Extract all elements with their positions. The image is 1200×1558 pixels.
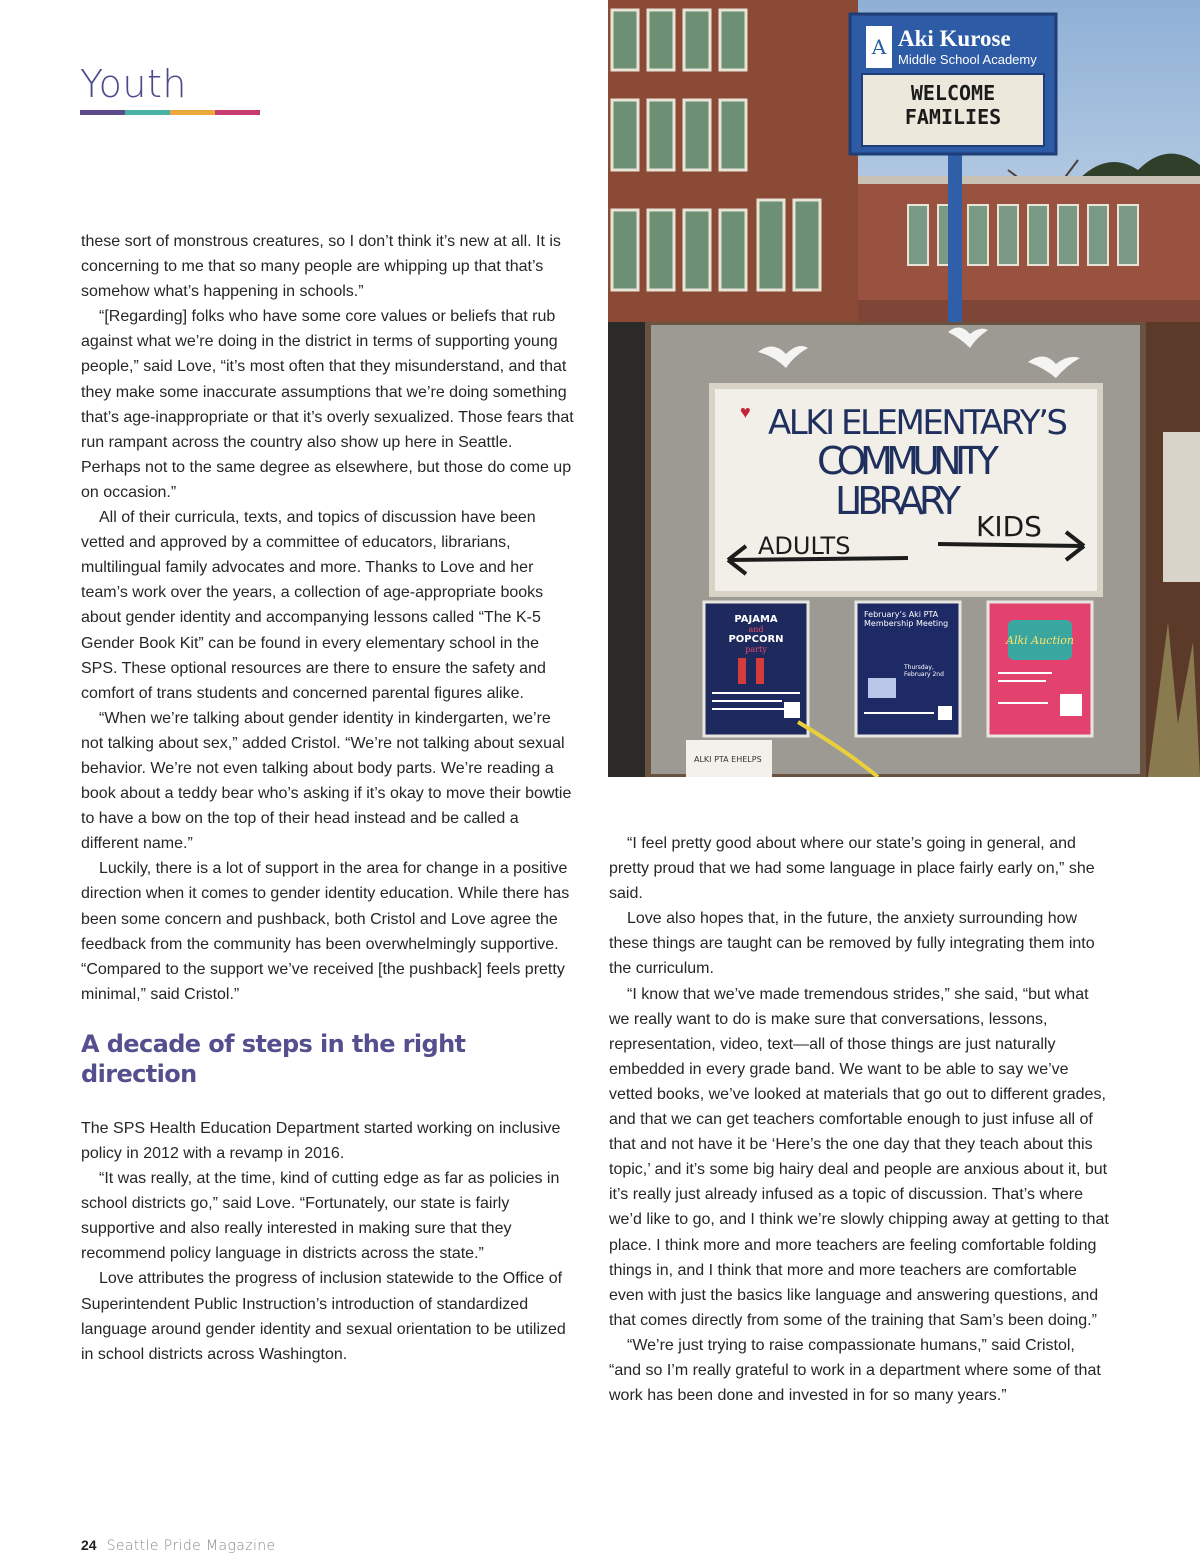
article-paragraph: Love also hopes that, in the future, the anxiety surrounding how these things are taught can be removed by fully integrating them into the curriculum. (609, 910, 1095, 978)
poster3-title: Alki Auction (1006, 634, 1074, 647)
sign-arrow-adults: ADULTS (758, 532, 851, 560)
article-paragraph: “It was really, at the time, kind of cutting edge as far as policies in school districts go,” said Love. “Fortunately, our state is fairly supportive and also really interested in making sure that they recommend policy language in districts across the state.” (81, 1170, 560, 1263)
section-title: Youth (80, 62, 187, 106)
section-subheading: A decade of steps in the right direction (81, 1029, 466, 1088)
title-color-rule (80, 110, 260, 115)
sign-school-name: Aki Kurose (898, 26, 1011, 51)
poster2-title: February’s Aki PTA Membership Meeting (864, 610, 949, 628)
photo-aki-kurose-illustration (608, 0, 1200, 322)
page-footer (81, 1537, 276, 1554)
poster1-title: PAJAMA (734, 614, 778, 625)
marquee-line-2: FAMILIES (904, 105, 1002, 129)
page-number: 24 (81, 1537, 97, 1553)
photo-aki-kurose-sign (608, 0, 1200, 322)
sign-line-1: ALKI ELEMENTARY’S (768, 403, 1068, 443)
article-paragraph: “We’re just trying to raise compassionate humans,” said Cristol, “and so I’m really grateful to work in a department where some of that work has been done and invested in for so many years.” (609, 1336, 1101, 1405)
magazine-name: Seattle Pride Magazine (106, 1538, 276, 1554)
sign-school-subtitle: Middle School Academy (898, 52, 1037, 67)
rule-segment-orange (170, 110, 215, 115)
card-text: ALKI PTA EHELPS (694, 755, 762, 764)
svg-text:A: A (871, 35, 887, 59)
photo-alki-library-sign (608, 322, 1200, 777)
poster2-date: Thursday, February 2nd (904, 664, 944, 678)
article-paragraph: “I know that we’ve made tremendous strides,” she said, “but what we really want to do is make sure that conversations, lessons, representation, video, text—all of those things are just naturally embedded in every grade band. We want to be able to say we’ve vetted books, we’ve looked at materials that go out to different grades, and that we can get teachers comfortable enough to just infuse all of that and not have it be ‘Here’s the one day that they teach about this topic,’ and it’s some big hairy deal and people are anxious about it, but it’s really just already infused as a topic of discussion. That’s where we’d like to go, and I think we’re slowly chipping away at getting to that place. I think more and more teachers are feeling comfortable folding things in, and I think that more and more teachers are comfortable even with just the basics like language and answering questions, and that comes directly from some of the training that Sam’s been doing.” (609, 985, 1109, 1329)
article-paragraph: All of their curricula, texts, and topics of discussion have been vetted and approved by a committee of educators, librarians, multilingual family advocates and more. Thanks to Love and her team’s work over the years, a collection of age-appropriate books about gender identity and accompanying lessons called “The K-5 Gender Book Kit” can be found in every elementary school in the SPS. These optional resources are there to ensure the safety and comfort of trans students and concerned parental figures alike. (81, 509, 546, 702)
article-column-right (609, 831, 1109, 1408)
article-paragraph: these sort of monstrous creatures, so I don’t think it’s new at all. It is concerning to me that so many people are whipping up that that’s somehow what’s happening in schools.” (81, 233, 561, 301)
rule-segment-purple (80, 110, 125, 115)
sign-line-2: COMMUNITY (817, 439, 999, 483)
marquee-line-1: WELCOME (910, 81, 996, 105)
sign-line-3: LIBRARY (835, 479, 961, 523)
poster1-and: and (748, 625, 764, 634)
article-paragraph: “When we’re talking about gender identity in kindergarten, we’re not talking about sex,” added Cristol. “We’re not talking about sexual behavior. We’re not even talking about body parts. We’re reading a book about a teddy bear who’s asking if it’s okay to move their bowtie to have a bow on the top of their head instead and be called a different name.” (81, 709, 572, 853)
article-paragraph: “I feel pretty good about where our state’s going in general, and pretty proud that we had some language in place fairly early on,” she said. (609, 835, 1095, 903)
sign-arrow-kids: KIDS (976, 510, 1042, 543)
poster1-party: party (745, 645, 767, 654)
article-paragraph: Luckily, there is a lot of support in the area for change in a positive direction when it comes to gender identity education. While there has been some concern and pushback, both Cristol and Love agree the feedback from the community has been overwhelmingly supportive. “Compared to the support we’ve received [the pushback] feels pretty minimal,” said Cristol.” (81, 860, 570, 1003)
svg-text:♥: ♥ (740, 402, 751, 422)
article-paragraph: The SPS Health Education Department started working on inclusive policy in 2012 with a revamp in 2016. (81, 1119, 561, 1162)
article-column-left (81, 229, 576, 1367)
rule-segment-teal (125, 110, 170, 115)
article-paragraph: Love attributes the progress of inclusion statewide to the Office of Superintendent Public Instruction’s introduction of standardized language around gender identity and sexual orientation to be utilized in school districts across Washington. (81, 1270, 566, 1363)
article-paragraph: “[Regarding] folks who have some core values or beliefs that rub against what we’re doing in the district in terms of supporting young people,” said Love, “it’s most often that they misunderstand, and that they make some inaccurate assumptions that we’re doing something that’s age-inappropriate or that it’s overly sexualized. Those fears that run rampant across the country also show up here in Seattle. Perhaps not to the same degree as elsewhere, but those do come up on occasion.” (81, 308, 574, 501)
poster1-title2: POPCORN (728, 634, 784, 645)
photo-alki-library-illustration (608, 322, 1200, 777)
rule-segment-pink (215, 110, 260, 115)
